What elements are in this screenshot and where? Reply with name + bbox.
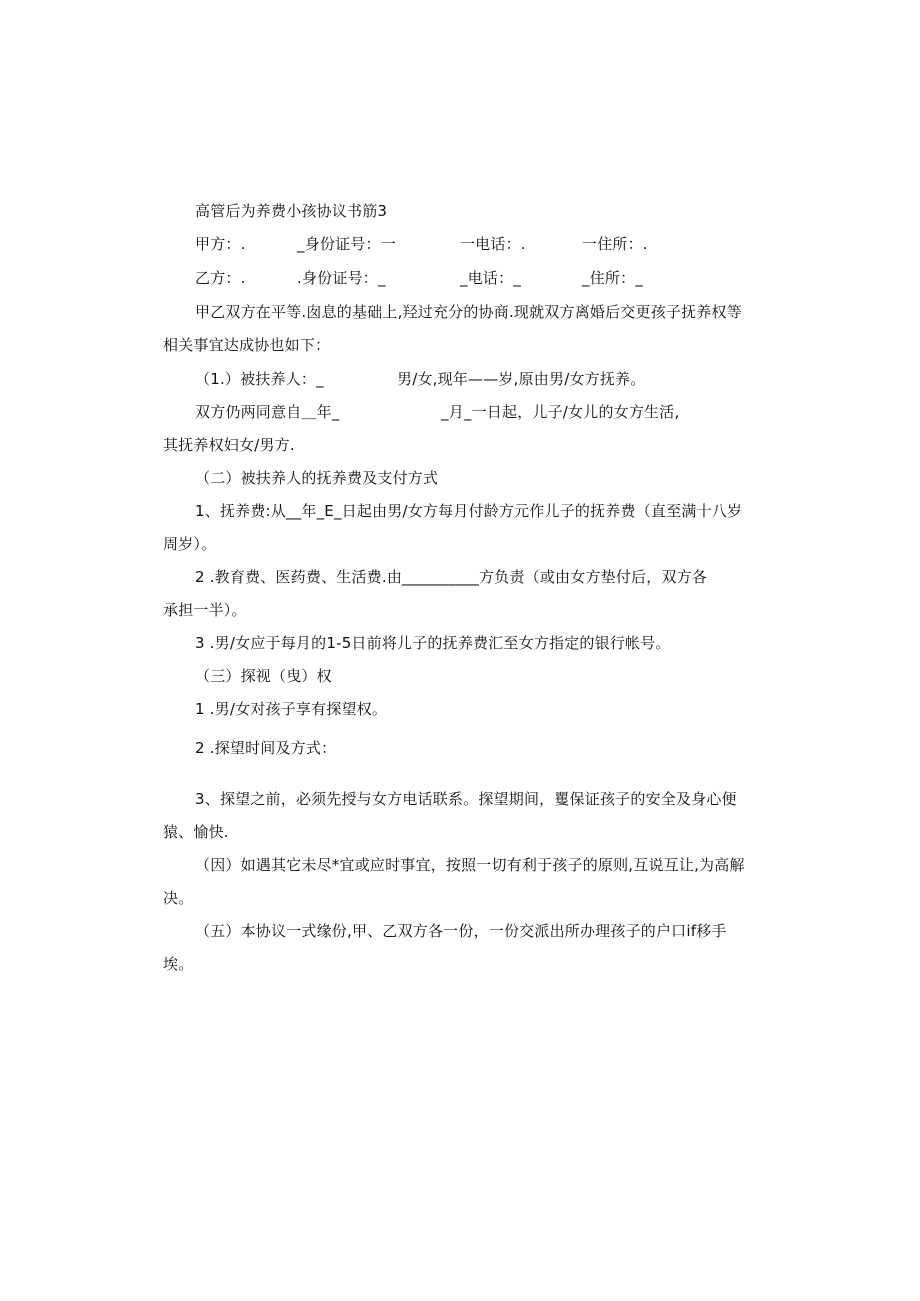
party-b-row: [195, 268, 735, 288]
party-a-phone-label: 一电话：.: [460, 235, 526, 253]
section-4-line-2: 决。: [163, 889, 194, 907]
section-2-heading: （二）被扶养人的抚养费及支付方式: [195, 469, 439, 487]
party-a-id-label: _身份证号：一: [297, 235, 396, 253]
section-3-item-3-line-1: 3、探望之前，必须先授与女方电话联系。探望期间，矍保证孩子的安全及身心便: [195, 790, 737, 808]
document-title: 高管后为养费小孩协议书筋3: [195, 202, 388, 220]
section-2-item-3: 3 .男/女应于每月的1-5日前将儿子的抚养费汇至女方指定的银行帐号。: [195, 634, 671, 652]
section-1-cohabitation-end: _月_一日起，儿子/女儿的女方生活,: [441, 403, 680, 421]
section-1-cohabitation-start: 双方仍两同意自＿年_: [195, 403, 340, 421]
party-b-address-label: _住所：_: [582, 269, 644, 287]
party-a-name-label: 甲方：.: [195, 235, 246, 253]
section-2-item-1-line-2: 周岁）。: [163, 535, 217, 553]
section-2-item-1-line-1: 1、抚养费:从__年_E_日起由男/女方每月付龄方元作儿子的抚养费（直至满十八岁: [195, 502, 743, 520]
party-b-name-label: 乙方：.: [195, 269, 246, 287]
section-5-line-1: （五）本协议一式缘份,甲、乙双方各一份，一份交派出所办理孩子的户口if移手: [195, 922, 727, 940]
section-1-label: （1.）被扶养人：_: [195, 370, 324, 388]
party-a-row: [195, 234, 735, 254]
section-1-cohabitation-row: [195, 402, 695, 422]
intro-paragraph-line-2: 相关事宜达成协也如下：: [163, 336, 331, 354]
intro-paragraph-line-1: 甲乙双方在平等.囱息的基础上,羟过充分的协商.现就双方离婚后交更孩子抚养权等: [195, 303, 742, 321]
section-1-detail: 男/女,现年——岁,原由男/女方抚养。: [397, 370, 646, 388]
party-b-id-label: .身份证号：_: [297, 269, 386, 287]
section-3-item-1: 1 .男/女对孩子享有探望权。: [195, 700, 388, 718]
party-a-address-label: 一住所：.: [582, 235, 648, 253]
section-5-line-2: 埃。: [163, 955, 194, 973]
party-b-phone-label: _电话：_: [460, 269, 522, 287]
section-3-item-2: 2 .探望时间及方式：: [195, 739, 337, 757]
section-2-item-2-line-2: 承担一半）。: [163, 601, 247, 619]
section-3-heading: （三）探视（曳）权: [195, 667, 332, 685]
section-4-line-1: （因）如遇其它未尽*宜或应时事宜，按照一切有利于孩子的原则,互说互让,为高解: [195, 856, 745, 874]
section-1-custody-line: 其抚养权妇女/男方.: [163, 436, 295, 454]
section-2-item-2-line-1: 2 .教育费、医药费、生活费.由__________方负责（或由女方垫付后，双方各: [195, 568, 708, 586]
section-3-item-3-line-2: 猿、愉快.: [163, 823, 229, 841]
section-1-row: [195, 369, 655, 389]
